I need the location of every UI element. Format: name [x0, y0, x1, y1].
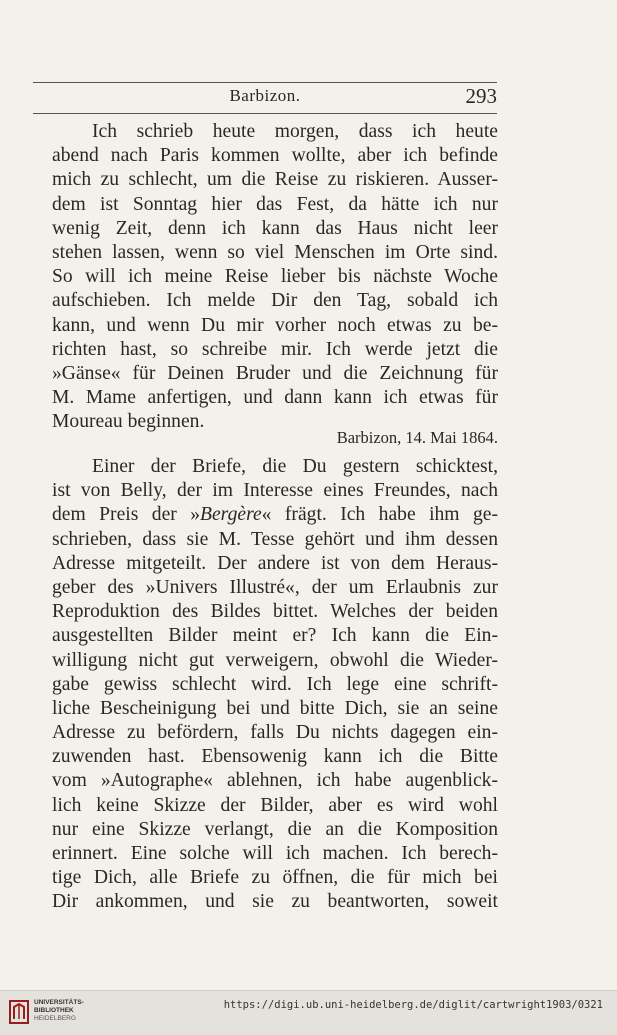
text-line: abend nach Paris kommen wollte, aber ich befinde	[52, 145, 498, 167]
top-rule	[33, 82, 497, 83]
text-line-with-italic	[52, 503, 498, 527]
text-line: lich keine Skizze der Bilder, aber es wird wohl	[52, 794, 498, 816]
text-line: Ich schrieb heute morgen, dass ich heute	[92, 121, 498, 142]
footer-bar	[0, 990, 617, 1035]
running-title: Barbizon.	[229, 86, 301, 105]
page-number: 293	[465, 84, 497, 108]
dateline: Barbizon, 14. Mai 1864.	[336, 428, 498, 447]
paragraph-1	[52, 120, 498, 434]
text-line: »Gänse« für Deinen Bruder und die Zeichnung für	[52, 362, 498, 384]
text-line: Dir ankommen, und sie zu beantworten, soweit	[52, 891, 498, 913]
text-line: aufschieben. Ich melde Dir den Tag, sobald ich	[52, 290, 498, 312]
text-line: liche Bescheinigung bei und bitte Dich, sie an seine	[52, 697, 498, 719]
text-line: Reproduktion des Bildes bittet. Welches der beiden	[52, 601, 498, 623]
text-line: willigung nicht gut verweigern, obwohl die Wieder-	[52, 649, 498, 671]
text-line: nur eine Skizze verlangt, die an die Komposition	[52, 818, 498, 840]
text-line: richten hast, so schreibe mir. Ich werde jetzt die	[52, 338, 498, 360]
library-name-line: HEIDELBERG	[34, 1015, 76, 1022]
text-line: Adresse mitgeteilt. Der andere ist von dem Heraus-	[52, 552, 498, 574]
text-line: stehen lassen, wenn so viel Menschen im Orte sind.	[52, 241, 498, 263]
text-line: ausgestellten Bilder meint er? Ich kann die Ein-	[52, 625, 498, 647]
text-line: So will ich meine Reise lieber bis nächste Woche	[52, 266, 498, 288]
text-line: zuwenden hast. Ebensowenig kann ich die Bitte	[52, 746, 498, 768]
paragraph-2	[52, 455, 498, 915]
text-line: ist von Belly, der im Interesse eines Freundes, nach	[52, 480, 498, 502]
text-segment: dem Preis der »	[52, 504, 201, 526]
text-segment: « frägt. Ich habe ihm ge-	[261, 504, 498, 526]
library-name-line: UNIVERSITÄTS-	[34, 999, 84, 1006]
text-line: Adresse zu befördern, falls Du nichts dagegen ein-	[52, 722, 498, 744]
header-rule	[33, 113, 497, 114]
university-seal-icon	[8, 997, 30, 1027]
text-line: dem ist Sonntag hier das Fest, da hätte ich nur	[52, 193, 498, 215]
text-line: mich zu schlecht, um die Reise zu riskieren. Ausser-	[52, 169, 498, 191]
text-line: schrieben, dass sie M. Tesse gehört und ihm dessen	[52, 528, 498, 550]
text-line: kann, und wenn Du mir vorher noch etwas zu be-	[52, 314, 498, 336]
text-line: Moureau beginnen.	[52, 411, 205, 433]
text-line: wenig Zeit, denn ich kann das Haus nicht leer	[52, 217, 498, 239]
text-line: vom »Autographe« ablehnen, ich habe augenblick-	[52, 770, 498, 792]
text-line: tige Dich, alle Briefe zu öffnen, die für mich bei	[52, 867, 498, 889]
text-line: geber des »Univers Illustré«, der um Erlaubnis zur	[52, 576, 498, 598]
running-head	[33, 84, 497, 112]
text-line: gabe gewiss schlecht wird. Ich lege eine schrift-	[52, 673, 498, 695]
italic-title: Bergère	[200, 504, 262, 526]
library-name-line: BIBLIOTHEK	[34, 1007, 74, 1014]
text-line: erinnert. Eine solche will ich machen. Ich berech-	[52, 843, 498, 864]
text-line: M. Mame anfertigen, und dann kann ich etwas für	[52, 387, 498, 409]
library-name	[34, 999, 84, 1023]
source-url-link[interactable]: https://digi.ub.uni-heidelberg.de/diglit/cartwright1903/0321	[223, 999, 603, 1011]
text-line: Einer der Briefe, die Du gestern schicktest,	[92, 456, 498, 477]
